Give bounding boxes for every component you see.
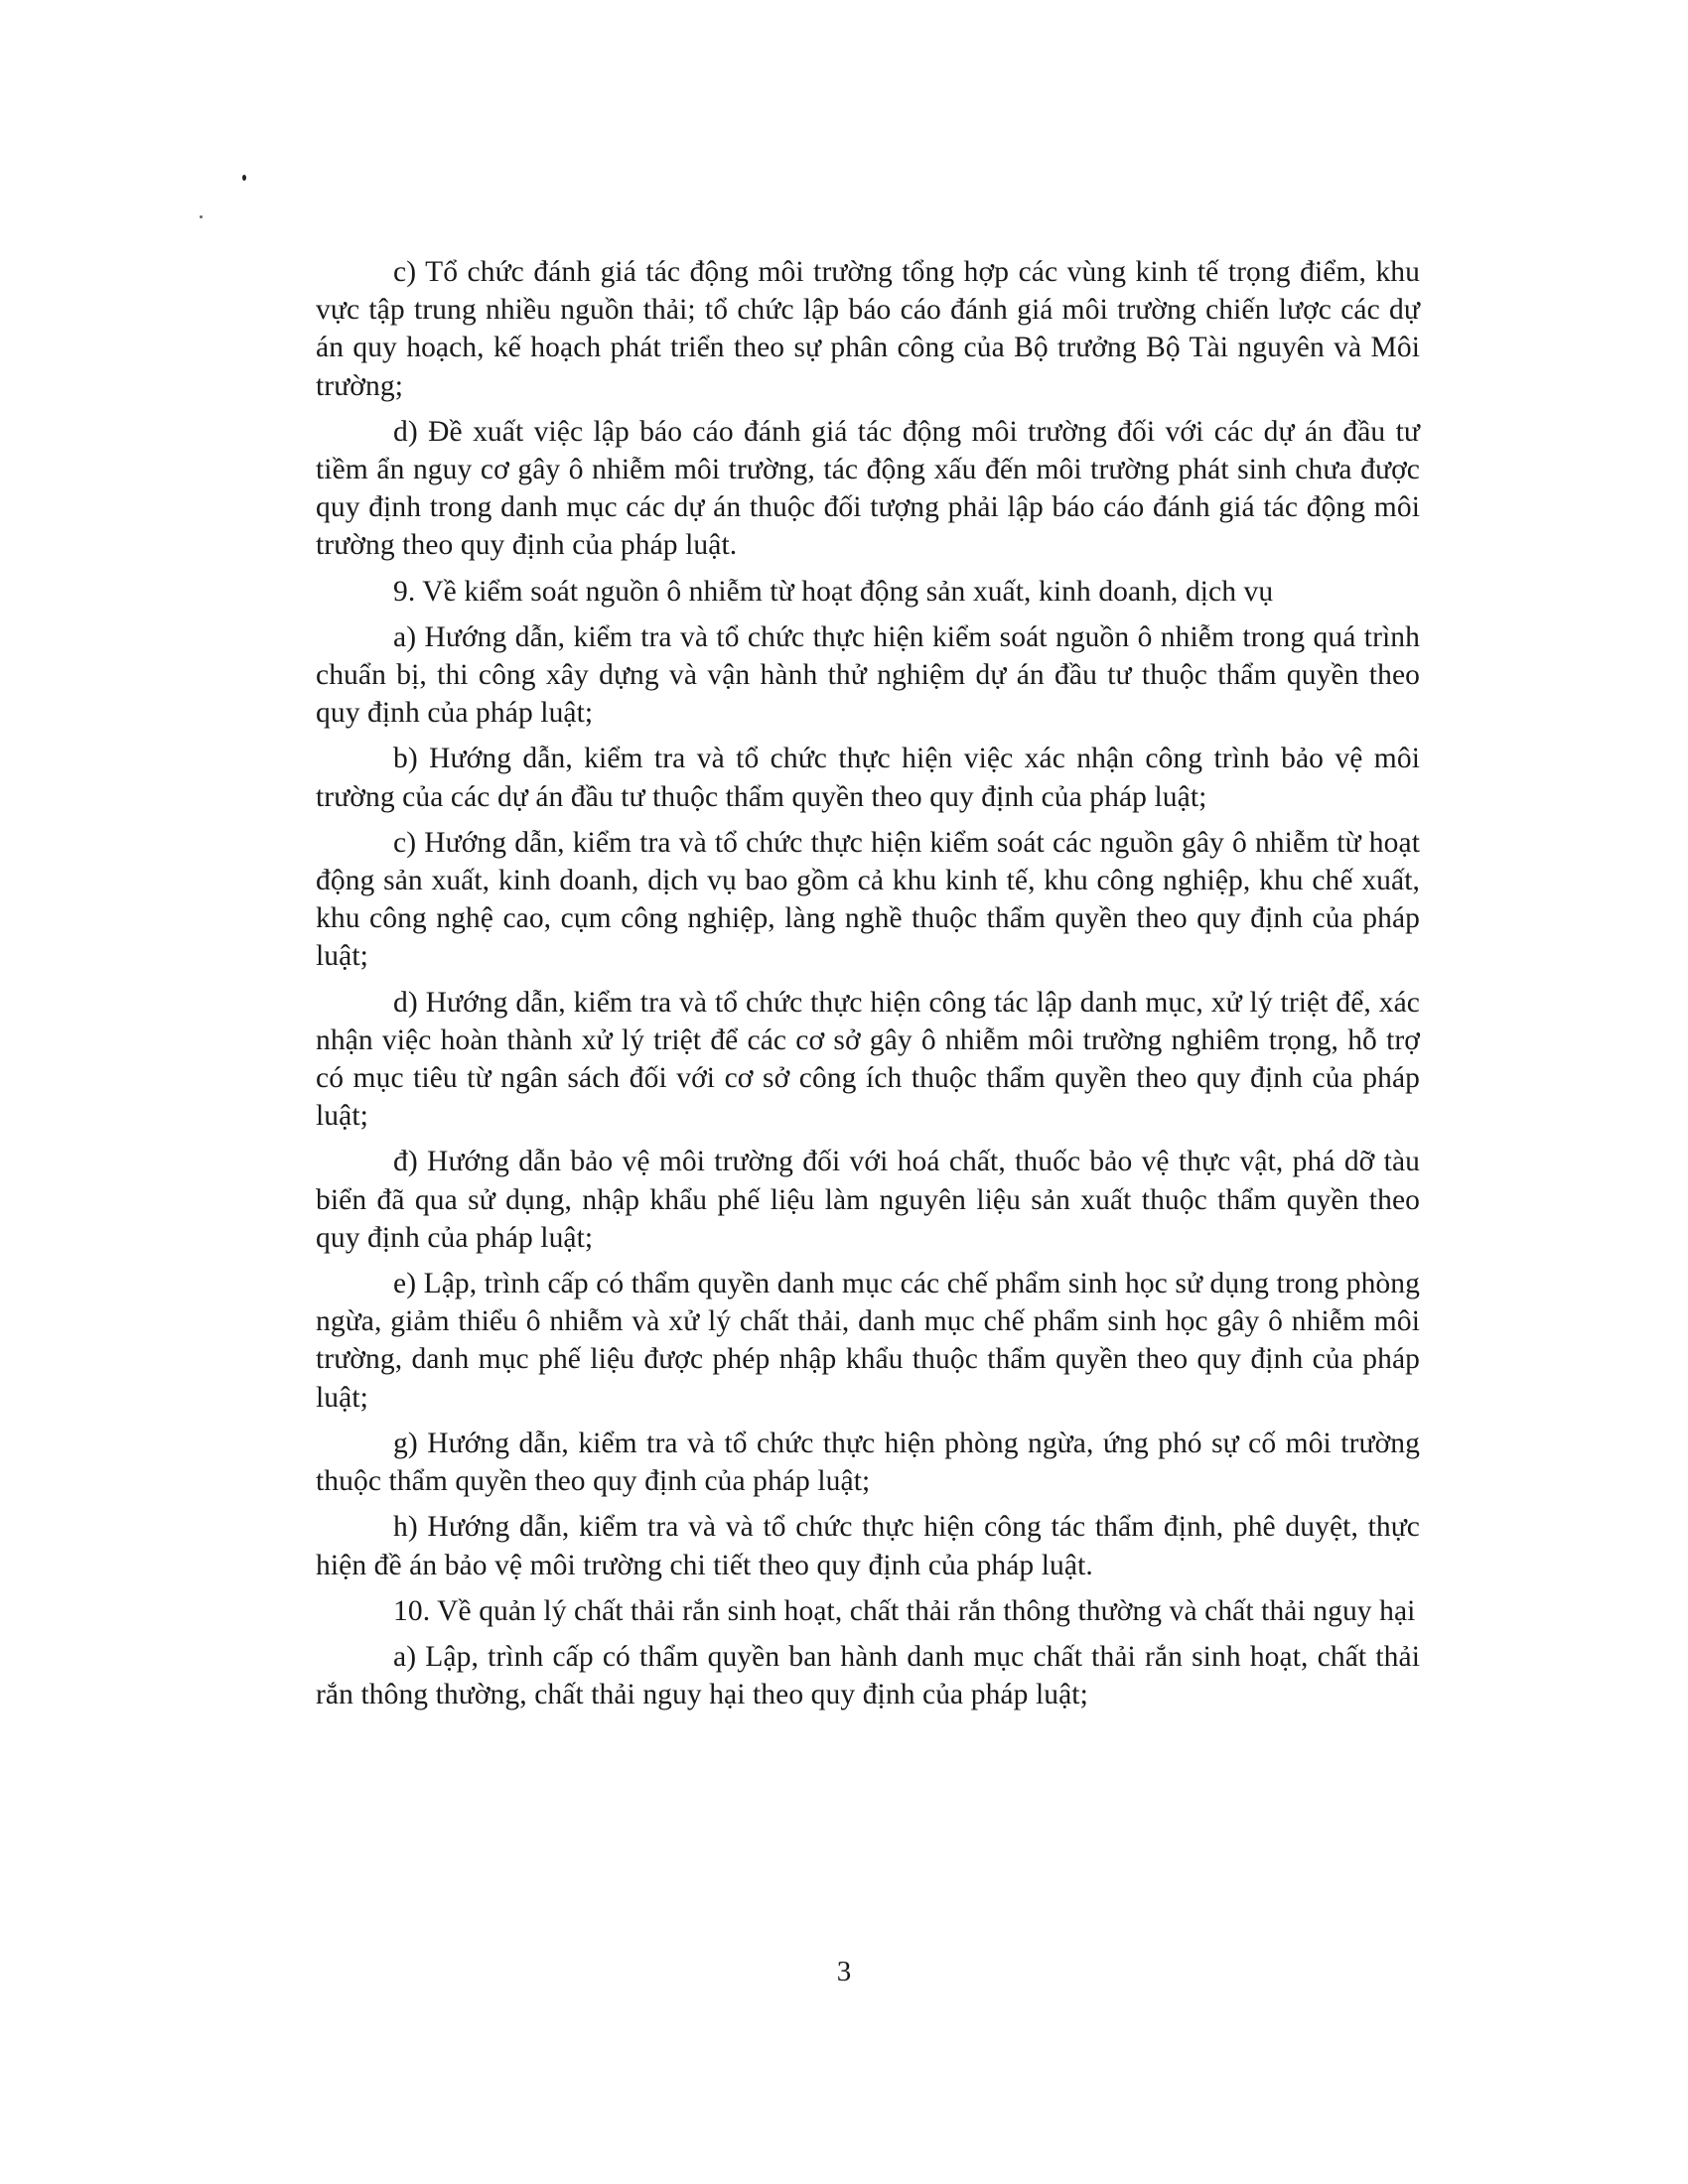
paragraph-8c: c) Tổ chức đánh giá tác động môi trường tổng hợp các vùng kinh tế trọng điểm, khu vực tập trung nhiều nguồn thải; tổ chức lập báo cáo đánh giá môi trường chiến lược các dự án quy hoạch, kế hoạch phát triển theo sự phân công của Bộ trưởng Bộ Tài nguyên và Môi trường;: [316, 256, 1420, 402]
paragraph-9c: c) Hướng dẫn, kiểm tra và tổ chức thực hiện kiểm soát các nguồn gây ô nhiễm từ hoạt động sản xuất, kinh doanh, dịch vụ bao gồm cả khu kinh tế, khu công nghiệp, khu chế xuất, khu công nghệ cao, cụm công nghiệp, làng nghề thuộc thẩm quyền theo quy định của pháp luật;: [316, 826, 1420, 973]
paragraph-9dd: đ) Hướng dẫn bảo vệ môi trường đối với hoá chất, thuốc bảo vệ thực vật, phá dỡ tàu biển đã qua sử dụng, nhập khẩu phế liệu làm nguyên liệu sản xuất thuộc thẩm quyền theo quy định của pháp luật;: [316, 1146, 1420, 1254]
paragraph-9g: g) Hướng dẫn, kiểm tra và tổ chức thực hiện phòng ngừa, ứng phó sự cố môi trường thuộc thẩm quyền theo quy định của pháp luật;: [316, 1427, 1420, 1498]
page-number: 3: [836, 1956, 852, 1987]
paragraph-9a: a) Hướng dẫn, kiểm tra và tổ chức thực hiện kiểm soát nguồn ô nhiễm trong quá trình chuẩn bị, thi công xây dựng và vận hành thử nghiệm dự án đầu tư thuộc thẩm quyền theo quy định của pháp luật;: [316, 620, 1420, 730]
paragraph-10a: a) Lập, trình cấp có thẩm quyền ban hành danh mục chất thải rắn sinh hoạt, chất thải rắn thông thường, chất thải nguy hại theo quy định của pháp luật;: [316, 1640, 1420, 1711]
paragraph-9b: b) Hướng dẫn, kiểm tra và tổ chức thực hiện việc xác nhận công trình bảo vệ môi trường của các dự án đầu tư thuộc thẩm quyền theo quy định của pháp luật;: [316, 743, 1420, 813]
paragraph-9h: h) Hướng dẫn, kiểm tra và và tổ chức thực hiện công tác thẩm định, phê duyệt, thực hiện đề án bảo vệ môi trường chi tiết theo quy định của pháp luật.: [316, 1511, 1420, 1581]
paragraph-9e: e) Lập, trình cấp có thẩm quyền danh mục các chế phẩm sinh học sử dụng trong phòng ngừa, giảm thiểu ô nhiễm và xử lý chất thải, danh mục chế phẩm sinh học gây ô nhiễm môi trường, danh mục phế liệu được phép nhập khẩu thuộc thẩm quyền theo quy định của pháp luật;: [316, 1268, 1420, 1414]
section-heading-9: 9. Về kiểm soát nguồn ô nhiễm từ hoạt động sản xuất, kinh doanh, dịch vụ: [393, 575, 1274, 608]
section-heading-10: 10. Về quản lý chất thải rắn sinh hoạt, chất thải rắn thông thường và chất thải nguy hại: [393, 1594, 1416, 1627]
paragraph-9d: d) Hướng dẫn, kiểm tra và tổ chức thực hiện công tác lập danh mục, xử lý triệt để, xác nhận việc hoàn thành xử lý triệt để các cơ sở gây ô nhiễm môi trường nghiêm trọng, hỗ trợ có mục tiêu từ ngân sách đối với cơ sở công ích thuộc thẩm quyền theo quy định của pháp luật;: [316, 986, 1420, 1133]
document-body: [316, 253, 1420, 1721]
scan-speck: [200, 215, 203, 218]
scan-speck: [242, 175, 246, 181]
paragraph-8d: d) Đề xuất việc lập báo cáo đánh giá tác động môi trường đối với các dự án đầu tư tiềm ẩn nguy cơ gây ô nhiễm môi trường, tác động xấu đến môi trường phát sinh chưa được quy định trong danh mục các dự án thuộc đối tượng phải lập báo cáo đánh giá tác động môi trường theo quy định của pháp luật.: [316, 415, 1420, 562]
